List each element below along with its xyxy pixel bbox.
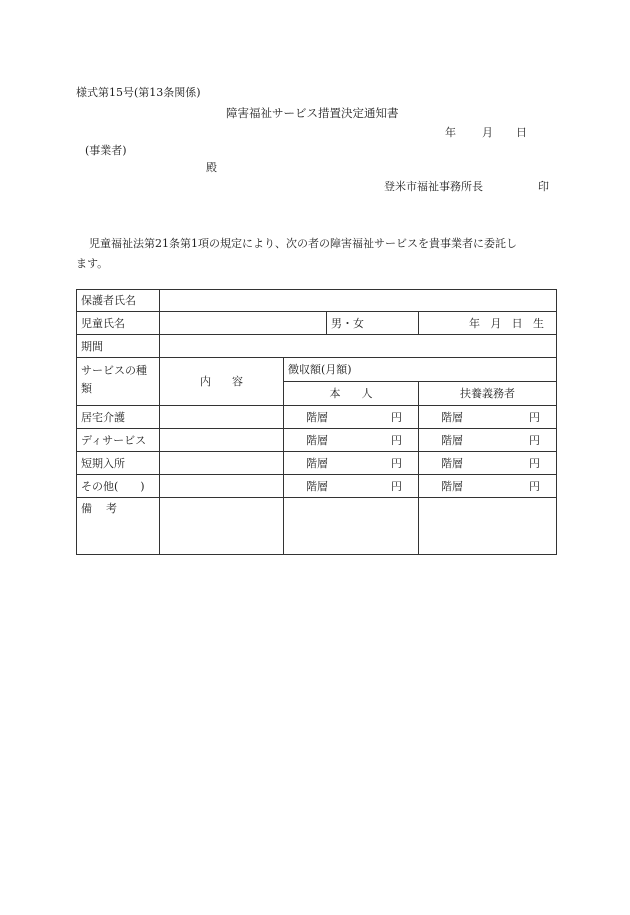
content-header [160, 358, 284, 406]
service-name: 短期入所 [77, 452, 160, 475]
period-field[interactable] [160, 335, 557, 358]
service-name: ディサービス [77, 429, 160, 452]
date-month-label: 月 [482, 126, 493, 139]
period-label: 期間 [77, 335, 160, 358]
tier-label: 階層 [441, 410, 463, 424]
sender-name: 登米市福祉事務所長 [384, 180, 483, 193]
self-header [284, 382, 419, 406]
birth-suffix-label: 生 [532, 316, 544, 330]
remarks-self-field[interactable] [284, 498, 419, 555]
yen-label: 円 [529, 456, 541, 470]
child-name-field[interactable] [160, 312, 327, 335]
self-label-first: 本 [329, 387, 341, 400]
yen-label: 円 [529, 479, 541, 493]
service-content-field[interactable] [160, 406, 284, 429]
self-fee-field[interactable] [284, 429, 419, 452]
child-label: 児童氏名 [77, 312, 160, 335]
content-label-first: 内 [200, 375, 211, 388]
dependent-fee-field[interactable] [419, 452, 557, 475]
service-name: 居宅介護 [77, 406, 160, 429]
tier-label: 階層 [441, 433, 463, 447]
tier-label: 階層 [441, 456, 463, 470]
body-paragraph-continued: ます。 [76, 257, 109, 270]
period-row [77, 335, 557, 358]
service-name: その他( ) [77, 475, 160, 498]
remarks-content-field[interactable] [160, 498, 284, 555]
date-day-label: 日 [516, 126, 527, 139]
body-paragraph: 児童福祉法第21条第1項の規定により、次の者の障害福祉サービスを貴事業者に委託し [89, 237, 517, 250]
birth-day-label: 日 [511, 316, 523, 330]
document-title: 障害福祉サービス措置決定通知書 [226, 106, 399, 120]
dependent-label: 扶養義務者 [419, 382, 557, 406]
yen-label: 円 [529, 410, 541, 424]
service-row [77, 429, 557, 452]
yen-label: 円 [391, 410, 402, 424]
service-content-field[interactable] [160, 475, 284, 498]
service-type-label: サービスの種類 [77, 358, 160, 406]
self-fee-field[interactable] [284, 406, 419, 429]
remarks-label-second: 考 [106, 502, 117, 515]
remarks-label-first: 備 [81, 502, 92, 515]
remarks-row [77, 498, 557, 555]
child-row [77, 312, 557, 335]
guardian-name-field[interactable] [160, 290, 557, 312]
service-row [77, 475, 557, 498]
form-number: 様式第15号(第13条関係) [76, 86, 201, 99]
yen-label: 円 [391, 479, 402, 493]
fee-label: 徴収額(月額) [284, 358, 557, 382]
tier-label: 階層 [306, 456, 328, 470]
sex-label: 男・女 [331, 316, 364, 330]
self-label-second: 人 [361, 387, 373, 400]
dependent-fee-field[interactable] [419, 475, 557, 498]
remarks-dependent-field[interactable] [419, 498, 557, 555]
dependent-fee-field[interactable] [419, 429, 557, 452]
self-fee-field[interactable] [284, 475, 419, 498]
sex-field[interactable] [327, 312, 419, 335]
yen-label: 円 [391, 433, 402, 447]
birthdate-field[interactable] [419, 312, 557, 335]
tier-label: 階層 [306, 479, 328, 493]
honorific: 殿 [206, 161, 217, 174]
remarks-header [77, 498, 160, 555]
self-fee-field[interactable] [284, 452, 419, 475]
recipient-label: (事業者) [85, 144, 127, 157]
fee-header-row [77, 358, 557, 382]
seal-mark: 印 [538, 180, 549, 193]
yen-label: 円 [391, 456, 402, 470]
service-row [77, 452, 557, 475]
service-row [77, 406, 557, 429]
tier-label: 階層 [306, 433, 328, 447]
service-content-field[interactable] [160, 429, 284, 452]
tier-label: 階層 [441, 479, 463, 493]
dependent-fee-field[interactable] [419, 406, 557, 429]
guardian-label: 保護者氏名 [77, 290, 160, 312]
yen-label: 円 [529, 433, 541, 447]
birth-year-label: 年 [469, 316, 480, 330]
tier-label: 階層 [306, 410, 328, 424]
content-label-second: 容 [231, 375, 243, 388]
guardian-row [77, 290, 557, 312]
birth-month-label: 月 [490, 316, 502, 330]
service-content-field[interactable] [160, 452, 284, 475]
notification-table [76, 289, 557, 555]
date-year-label: 年 [445, 126, 456, 139]
